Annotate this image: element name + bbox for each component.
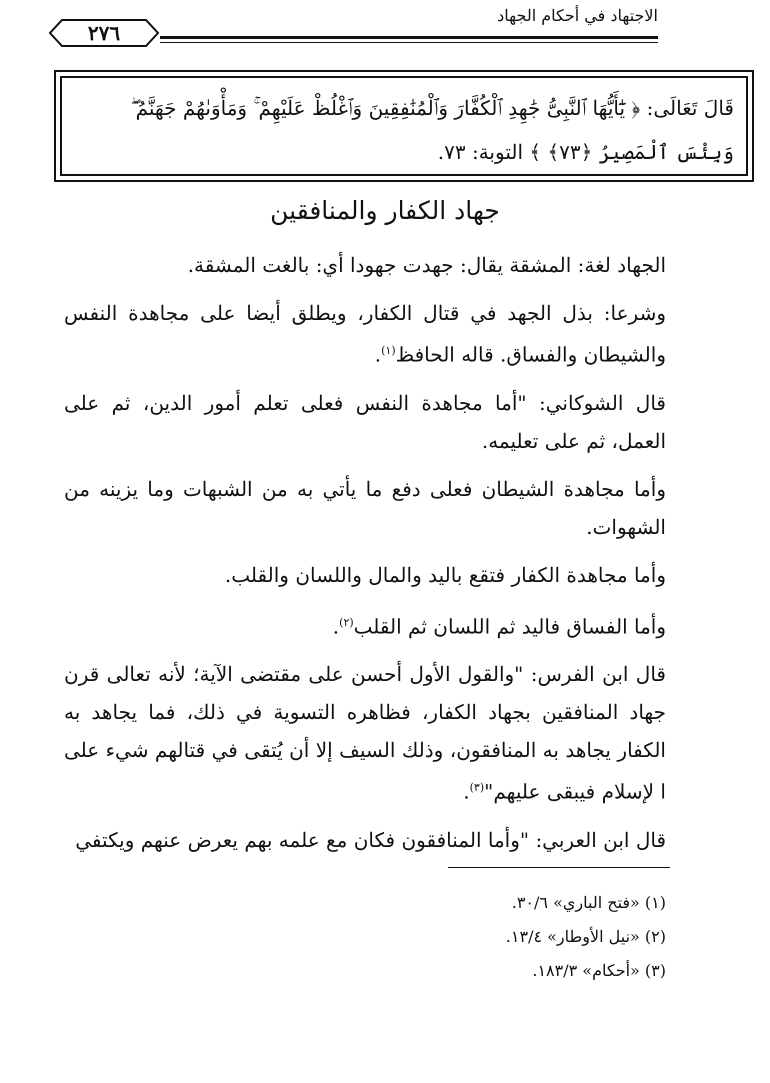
body-text <box>64 246 666 869</box>
section-title: جهاد الكفار والمنافقين <box>270 196 500 225</box>
verse-text-2: وَبِئْسَ ٱلْمَصِيرُ ﴿٧٣﴾ ﴾ <box>529 140 734 164</box>
verse-line-2 <box>74 130 734 174</box>
paragraph: قال الشوكاني: "أما مجاهدة النفس فعلى تعلم أمور الدين، ثم على العمل، ثم على تعليمه. <box>64 390 666 453</box>
footnote-mark: (٢) <box>339 615 354 629</box>
verse-reference: التوبة: ٧٣. <box>437 140 524 164</box>
verse-text-1: ﴿ يَٰٓأَيُّهَا ٱلنَّبِىُّ جَٰهِدِ ٱلْكُفَّارَ وَٱلْمُنَٰفِقِينَ وَٱغْلُظْ عَلَيْهِمْ ۚ وَمَأْوَىٰهُمْ جَهَنَّمُ ۖ <box>130 96 641 120</box>
footnote: (٣) «أحكام» ١٨٣/٣. <box>532 961 666 980</box>
footnote-mark: (٣) <box>469 781 485 795</box>
paragraph: وشرعا: بذل الجهد في قتال الكفار، ويطلق أيضا على مجاهدة النفس والشيطان والفساق. قاله الحافظ$^{(١)}$. <box>64 301 666 367</box>
footnote-divider <box>448 867 670 868</box>
footnote-mark: (١) <box>381 344 396 357</box>
page-number: ٢٧٦ <box>87 21 121 45</box>
page-number-badge <box>48 18 160 48</box>
verse-intro: قَالَ تَعَالَى: <box>646 96 734 120</box>
verse-box-inner <box>60 76 748 176</box>
verse-box <box>54 70 754 182</box>
footnotes <box>166 886 666 988</box>
verse-line-1 <box>74 86 734 130</box>
paragraph: قال ابن العربي: "وأما المنافقون فكان مع علمه بهم يعرض عنهم ويكتفي <box>75 827 666 852</box>
paragraph: وأما مجاهدة الشيطان فعلى دفع ما يأتي به من الشبهات وما يزينه من الشهوات. <box>64 476 666 539</box>
header-rule <box>160 36 658 39</box>
paragraph: وأما الفساق فاليد ثم اللسان ثم القلب$^{(٢)}$. <box>332 614 666 639</box>
footnote: (١) «فتح الباري» ٣٠/٦. <box>511 893 666 912</box>
paragraph: قال ابن الفرس: "والقول الأول أحسن على مقتضى الآية؛ لأنه تعالى قرن جهاد المنافقين بجهاد الكفار، فظاهره التسوية في ذلك، فما يجاهد به الكفار يجاهد به المنافقون، وذلك السيف إلا أن يُتقى في قتالهم شيء على ا لإسلام فيبقى عليهم"$^{(٣)}$. <box>64 662 666 804</box>
header-rule-thin <box>160 42 658 43</box>
footnote: (٢) «نيل الأوطار» ١٣/٤. <box>505 927 666 946</box>
paragraph: وأما مجاهدة الكفار فتقع باليد والمال واللسان والقلب. <box>224 562 666 587</box>
paragraph: الجهاد لغة: المشقة يقال: جهدت جهودا أي: بالغت المشقة. <box>187 253 666 277</box>
running-header-title: الاجتهاد في أحكام الجهاد <box>497 6 658 25</box>
